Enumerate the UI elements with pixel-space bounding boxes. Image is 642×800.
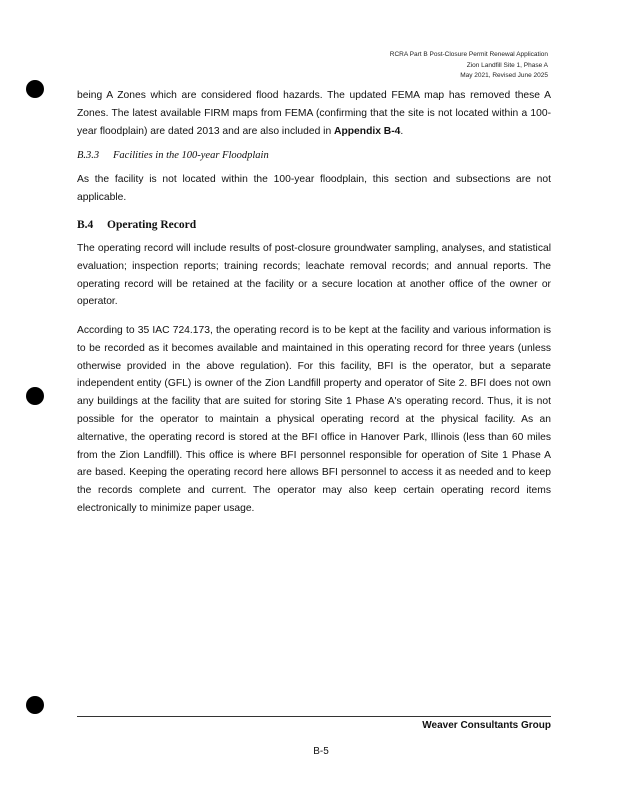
section-title: Operating Record	[107, 219, 197, 231]
paragraph-flood-zones	[77, 87, 551, 140]
appendix-reference: Appendix B-4	[334, 125, 401, 137]
paragraph-operating-record-location	[77, 322, 551, 518]
running-header	[390, 50, 548, 82]
page-number: B-5	[313, 746, 329, 757]
section-heading-operating-record	[77, 219, 196, 231]
subsection-heading-floodplain	[77, 150, 269, 161]
punch-hole-bottom	[26, 696, 44, 714]
paragraph-flood-zones-end: .	[400, 125, 404, 137]
paragraph-not-applicable	[77, 171, 551, 207]
paragraph-flood-zones-text: being A Zones which are considered flood hazards. The updated FEMA map has removed these A Zones. The latest available FIRM maps from FEMA (confirming that the site is not located within a 100-year floodplain) are dated 2013 and are also included in	[77, 90, 551, 137]
header-line-1: RCRA Part B Post-Closure Permit Renewal Application	[389, 51, 548, 58]
subsection-number: B.3.3	[77, 150, 100, 161]
footer-company: Weaver Consultants Group	[422, 720, 551, 731]
subsection-title: Facilities in the 100-year Floodplain	[113, 150, 269, 161]
punch-hole-top	[26, 80, 44, 98]
footer-divider	[77, 716, 551, 717]
paragraph-operating-record-contents	[77, 240, 551, 311]
paragraph-operating-record-location-text: According to 35 IAC 724.173, the operating record is to be kept at the facility and various information is to be recorded as it becomes available and maintained in this operating record for three years (unless otherwise provided in the above regulation). For this facility, BFI is the operator, but a separate independent entity (GFL) is owner of the Zion Landfill property and operator of Site 2. BFI does not own any buildings at the facility that are suited for storing Site 1 Phase A's operating record. Thus, it is not possible for the operator to maintain a physical operating record at the physical facility. As an alternative, the operating record is stored at the BFI office in Hanover Park, Illinois (less than 60 miles from the Zion Landfill). This office is where BFI personnel responsible for operation of Site 1 Phase A are based. Keeping the operating record here allows BFI personnel to access it as needed and to keep the records complete and current. The operator may also keep certain operating record items electronically to minimize paper usage.	[77, 325, 551, 514]
paragraph-not-applicable-text: As the facility is not located within the 100-year floodplain, this section and subsections are not applicable.	[77, 174, 551, 203]
header-line-2: Zion Landfill Site 1, Phase A	[466, 61, 548, 69]
paragraph-operating-record-contents-text: The operating record will include results of post-closure groundwater sampling, analyses, and statistical evaluation; inspection reports; training records; leachate removal records; and annual reports. The operating record will be retained at the facility or a secure location at another office of the owner or operator.	[77, 243, 551, 308]
section-number: B.4	[77, 219, 94, 231]
header-line-3: May 2021, Revised June 2025	[460, 72, 548, 79]
punch-hole-middle	[26, 387, 44, 405]
